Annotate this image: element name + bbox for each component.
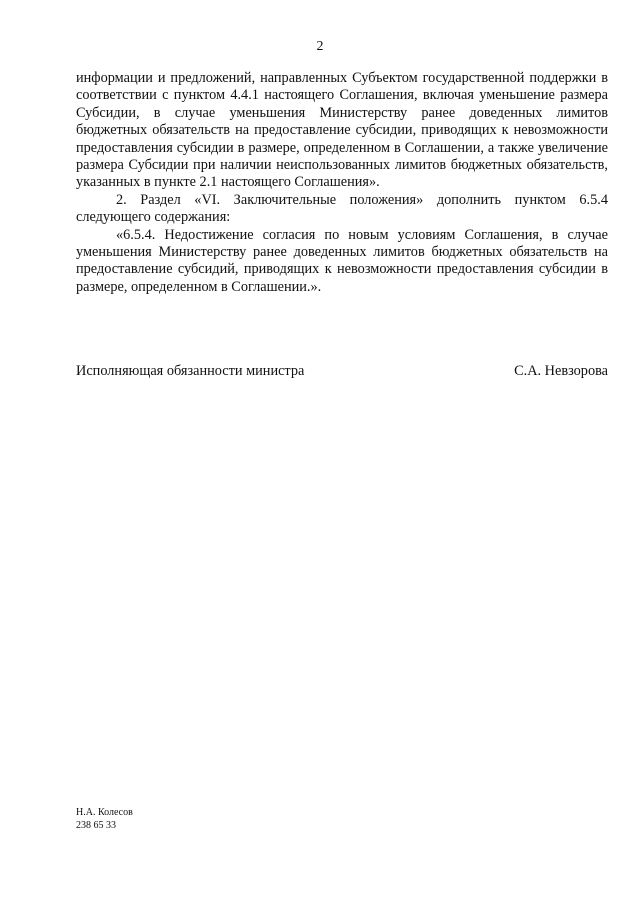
executor-block — [76, 807, 133, 832]
paragraph-continuation: информации и предложений, направленных Субъектом государственной поддержки в соответствии с пунктом 4.4.1 настоящего Соглашения, включая уменьшение размера Субсидии, в случае уменьшения Министерству ранее доведенных лимитов бюджетных обязательств на предоставление субсидии, приводящих к невозможности предоставления субсидии в размере, определенном в Соглашении, а также увеличение размера Субсидии при наличии неиспользованных лимитов бюджетных обязательств, указанных в пункте 2.1 настоящего Соглашения». — [76, 70, 608, 191]
page-number: 2 — [316, 39, 324, 54]
executor-phone: 238 65 33 — [76, 819, 116, 831]
paragraph-item-6-5-4: «6.5.4. Недостижение согласия по новым условиям Соглашения, в случае уменьшения Министерству ранее доведенных лимитов бюджетных обязательств на предоставление субсидий, приводящих к невозможности предоставления субсидии в размере, определенном в Соглашении.». — [76, 226, 608, 295]
signature-block — [76, 362, 608, 380]
executor-name: Н.А. Колесов — [76, 807, 133, 818]
signatory-name: С.А. Невзорова — [514, 363, 608, 379]
document-body — [76, 70, 608, 296]
paragraph-item-2: 2. Раздел «VI. Заключительные положения» дополнить пунктом 6.5.4 следующего содержания: — [76, 191, 608, 226]
signatory-position: Исполняющая обязанности министра — [76, 363, 305, 379]
